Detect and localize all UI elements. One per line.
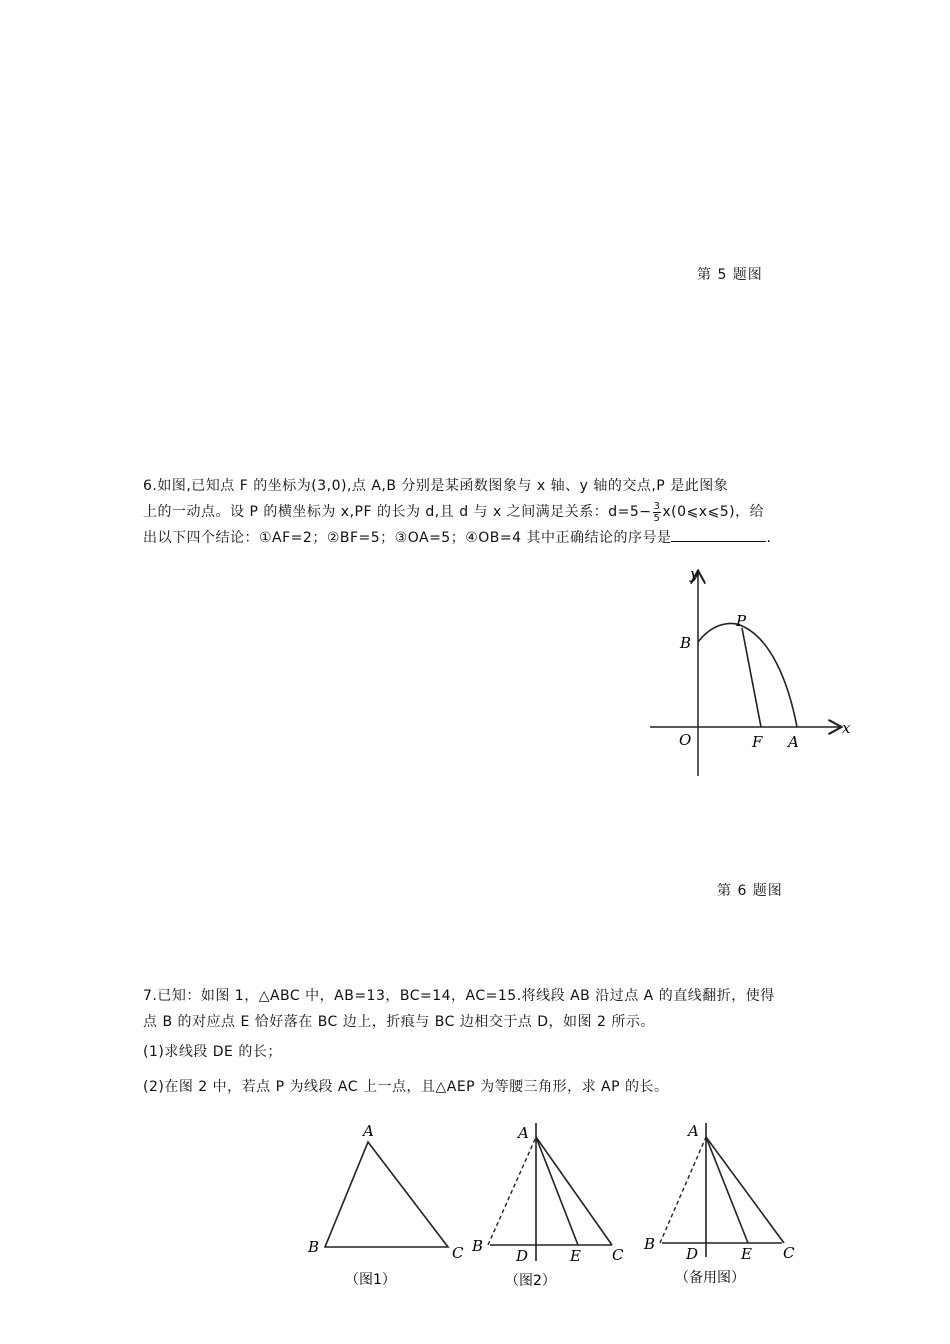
q6-line-2 bbox=[143, 499, 823, 525]
label-x: x bbox=[842, 719, 851, 737]
fig2-label-c: C bbox=[612, 1246, 624, 1264]
q6-line-1: 6.如图,已知点 F 的坐标为(3,0),点 A,B 分别是某函数图象与 x 轴、y 轴的交点,P 是此图象 bbox=[143, 478, 729, 494]
q6-line-3 bbox=[143, 525, 823, 551]
backup-caption: （备用图） bbox=[675, 1270, 745, 1286]
backup-label-e: E bbox=[741, 1245, 752, 1263]
figure-7-1 bbox=[307, 1122, 464, 1288]
question-6 bbox=[143, 473, 823, 551]
figure-7-backup bbox=[643, 1122, 795, 1286]
label-b: B bbox=[680, 634, 692, 652]
fig1-caption: （图1） bbox=[345, 1272, 396, 1288]
fraction-three-fifths bbox=[653, 501, 662, 524]
figure-5-caption: 第 5 题图 bbox=[697, 267, 763, 283]
figure-7-2 bbox=[471, 1123, 624, 1289]
fig1-label-b: B bbox=[308, 1238, 320, 1256]
figure-7-triangles bbox=[300, 1115, 820, 1295]
fig1-label-a: A bbox=[363, 1122, 374, 1140]
backup-dashed-ab bbox=[660, 1137, 706, 1243]
function-curve bbox=[698, 623, 797, 727]
fig2-segment-ac bbox=[536, 1137, 612, 1245]
label-o: O bbox=[679, 731, 692, 749]
q6-line-2-post: x(0⩽x⩽5)，给 bbox=[662, 504, 765, 520]
fig2-caption: （图2） bbox=[505, 1273, 556, 1289]
question-7 bbox=[143, 983, 823, 1035]
q6-line-3-end: . bbox=[766, 530, 772, 546]
backup-segment-ae bbox=[706, 1137, 748, 1243]
fig2-label-a: A bbox=[518, 1124, 529, 1142]
figure-6-caption: 第 6 题图 bbox=[717, 883, 783, 899]
fig2-label-b: B bbox=[472, 1237, 484, 1255]
fig1-label-c: C bbox=[452, 1244, 464, 1262]
fig2-dashed-ab bbox=[488, 1137, 536, 1245]
q6-line-3-text: 出以下四个结论：①AF=2；②BF=5；③OA=5；④OB=4 其中正确结论的序号是 bbox=[143, 530, 672, 546]
label-f: F bbox=[752, 733, 763, 751]
fraction-denominator: 5 bbox=[653, 512, 661, 524]
q7-part-1: (1)求线段 DE 的长； bbox=[143, 1044, 282, 1060]
backup-label-d: D bbox=[686, 1245, 699, 1263]
segment-pf bbox=[742, 628, 761, 727]
label-p: P bbox=[736, 612, 747, 630]
fraction-numerator: 3 bbox=[653, 500, 661, 512]
label-y: y bbox=[690, 565, 699, 583]
q7-part-2: (2)在图 2 中，若点 P 为线段 AC 上一点，且△AEP 为等腰三角形，求 AP 的长。 bbox=[143, 1079, 669, 1095]
q7-line-2: 点 B 的对应点 E 恰好落在 BC 边上，折痕与 BC 边相交于点 D，如图 2 所示。 bbox=[143, 1014, 655, 1030]
figure-6-graph bbox=[640, 560, 860, 785]
backup-segment-ac bbox=[706, 1137, 784, 1243]
fig2-label-d: D bbox=[516, 1247, 529, 1265]
label-a: A bbox=[788, 733, 799, 751]
q7-line-1: 7.已知：如图 1，△ABC 中，AB=13，BC=14，AC=15.将线段 AB 沿过点 A 的直线翻折，使得 bbox=[143, 988, 775, 1004]
fig2-segment-ae bbox=[536, 1137, 578, 1245]
q6-line-2-pre: 上的一动点。设 P 的横坐标为 x,PF 的长为 d,且 d 与 x 之间满足关系：d=5− bbox=[143, 504, 652, 520]
answer-blank[interactable] bbox=[671, 527, 766, 542]
backup-label-b: B bbox=[644, 1235, 656, 1253]
backup-label-a: A bbox=[688, 1122, 699, 1140]
fig2-label-e: E bbox=[570, 1247, 581, 1265]
triangle-abc bbox=[325, 1142, 448, 1247]
backup-label-c: C bbox=[783, 1244, 795, 1262]
